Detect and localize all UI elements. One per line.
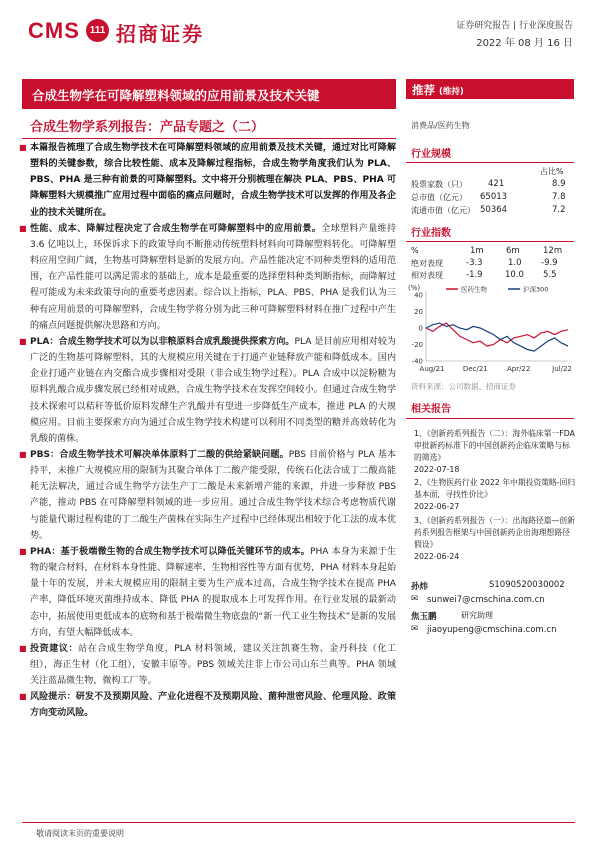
row-label: 股票家数（只） <box>411 180 467 189</box>
chart-ytick-label: -20 <box>411 341 423 349</box>
paragraph-lead: 投资建议： <box>30 643 79 654</box>
chart-legend-label: 医药生物 <box>461 285 487 294</box>
index-chart-svg <box>406 283 574 375</box>
index-cell: -9.9 <box>541 258 558 268</box>
chart-ytick-label: -40 <box>411 357 423 366</box>
chart-legend-label: 沪深300 <box>523 285 549 294</box>
body-paragraph-risk <box>22 689 396 721</box>
recommendation-rating <box>412 82 464 98</box>
related-divider <box>406 418 574 419</box>
chart-series-line <box>426 323 568 351</box>
chart-ytick-label: 0 <box>418 324 423 333</box>
logo-badge-icon: 111 <box>86 19 109 42</box>
report-body <box>22 140 396 722</box>
author-email[interactable]: sunwei7@cmschina.com.cn <box>427 595 545 605</box>
scale-row-stocks <box>411 179 467 190</box>
index-chart <box>406 283 574 375</box>
footer-notice: 敬请阅读末页的重要说明 <box>36 829 124 838</box>
paragraph-lead: 风险提示：研发不及预期风险、产业化进程不及预期风险、菌种泄密风险、伦理风险、政策方向变动风险。 <box>30 692 396 719</box>
rating-label: 推荐 <box>412 83 435 97</box>
summary-text: 本篇报告梳理了合成生物学技术在可降解塑料领域的应用前景及技术关键，通过对比可降解塑料的关键参数，综合比较性能、成本及降解过程指标，合成生物学角度我们认为 PLA、PBS、PHA 是三种有前景的可降解塑料。文中将开分别梳理在解决 PLA、PBS、PHA 可降解塑料大规模推广应用过程中面临的痛点问题时，合成生物学技术可以发挥的作用及各企业的技术关键所在。 <box>30 143 396 218</box>
scale-pct: 7.8 <box>552 192 566 202</box>
report-date: 2022 年 08 月 16 日 <box>476 38 573 49</box>
index-cell: -3.3 <box>466 258 483 268</box>
related-report-date: 2022-07-18 <box>414 465 460 474</box>
paragraph-text: PBS 目前价格与 PLA 基本持平，未推广大规模应用的限制为其聚合单体丁二酸产能受限，传统石化法合成丁二酸高能耗无法解决，通过合成生物学方法生产丁二酸是未来新增产能的来源，并进一步释放 PBS 产能，推动 PBS 在可降解塑料领域的进一步应用。通过合成生物学技术综合考虑物质代谢与能量代谢过程构建的丁二酸生产菌株在实际生产过程中已经体现出相较于化工法的成本优势。 <box>30 449 397 541</box>
chart-xtick-label: Dec/21 <box>462 365 488 373</box>
author-name: 孙炜 <box>411 582 429 592</box>
paragraph-lead: PBS：合成生物学技术可解决单体原料丁二酸的供给紧缺问题。 <box>30 449 289 460</box>
paragraph-lead: 性能、成本、降解过程决定了合成生物学在可降解塑料中的应用前景。 <box>30 223 322 234</box>
paragraph-text: 站在合成生物学角度，PLA 材料领域，建议关注凯赛生物、金丹科技（化工组），海正生材（化工组），安徽丰原等。PBS 领域关注非上市公司山东兰典等。PHA 领域关注蓝晶微生物，微构工厂等。 <box>30 643 396 687</box>
logo-cn-text: 招商证券 <box>116 22 204 46</box>
scale-divider <box>406 162 574 163</box>
related-report-date: 2022-06-27 <box>414 502 460 511</box>
index-cell: -1.9 <box>466 270 483 280</box>
chart-xtick-label: Apr/22 <box>506 365 531 373</box>
related-report-title: 2、《生物医药行业 2022 年中期投资策略-回归基本面，寻找性价比》 <box>414 478 576 499</box>
report-type: 证券研究报告 | 行业深度报告 <box>456 21 573 31</box>
rating-sub: (维持) <box>439 87 464 97</box>
paragraph-text: 全球塑料产量维持 3.6 亿吨以上，环保诉求下的政策导向不断推动传统塑料材料向可降解塑料转化。可降解塑料应用空间广阔，生物基可降解塑料是新的发展方向。产品性能决定不同种类塑料的适用范围，在产品性能可以满足需求的基础上，成本是最重要的选择塑料种类判断指标，而降解过程可能成为未来政策导向的重要考虑因素。综合以上指标，PLA、PBS、PHA 是我们认为三种有应用前景的可降解塑料，合成生物学将分别为此三种可降解塑料材料在推广过程中产生的痛点问题提供解决思路和方向。 <box>30 223 397 331</box>
body-paragraph-pbs <box>22 447 396 544</box>
paragraph-lead: PHA：基于极端微生物的合成生物学技术可以降低关键环节的成本。 <box>30 546 311 557</box>
index-cell: 10.0 <box>505 270 524 280</box>
index-cell: 1.0 <box>508 258 522 268</box>
body-paragraph-pla <box>22 334 396 447</box>
related-report-1[interactable] <box>414 428 576 476</box>
scale-row-mktcap <box>411 192 467 203</box>
report-subtitle: 合成生物学系列报告：产品专题之（二） <box>30 120 265 135</box>
related-report-2[interactable] <box>414 477 576 513</box>
author-email[interactable]: jiaoyupeng@cmschina.com.cn <box>427 625 557 635</box>
index-row-absolute: 绝对表现 <box>411 259 443 268</box>
chart-source: 资料来源：公司数据、招商证券 <box>411 382 516 391</box>
related-report-3[interactable] <box>414 515 576 563</box>
body-paragraph-pha <box>22 544 396 641</box>
industry-tag: 消费品/医药生物 <box>411 121 470 130</box>
author-id: S1090520030002 <box>489 580 565 590</box>
chart-ytick-label: 40 <box>414 291 423 300</box>
paragraph-lead: PLA：合成生物学技术可以为以非粮原料合成乳酸提供探索方向。 <box>30 336 295 347</box>
footer-divider <box>22 822 575 823</box>
related-report-title: 1、《创新药系列报告（二）：海外临床第一FDA 审批新药标准下的中国创新药企临床策略与标的筛选》 <box>414 429 575 462</box>
body-paragraph-performance <box>22 221 396 334</box>
related-report-title: 3、《创新药系列报告（一）：出海路径篇—创新药系列报告框架与中国创新药企出海理想路径假设》 <box>414 516 575 549</box>
chart-xtick-label: Jul/22 <box>552 365 572 373</box>
author-title: 研究助理 <box>461 611 493 620</box>
index-header-1m: 1m <box>470 246 484 256</box>
summary-paragraph <box>22 140 396 221</box>
row-label: 总市值（亿元） <box>411 193 467 202</box>
scale-pct: 7.2 <box>552 205 566 215</box>
index-row-relative: 相对表现 <box>411 271 443 280</box>
paragraph-text: PHA 本身为来源于生物的聚合材料，在材料本身性能、降解速率、生物相容性等方面有优势，PHA 材料本身起始量十年的发展，并未大规模应用的限制主要为生产成本过高，合成生物学技术在提高 PHA 产率，降低环境灭菌维持成本、降低 PHA 的提取成本上可发挥作用。在行业发展的最新动态中，拓展使用更低成本的底物和基于极端微生物底盘的“新一代工业生物技术”是新的发展方向，有望大幅降低成本。 <box>30 546 396 638</box>
body-paragraph-investment <box>22 641 396 689</box>
mail-icon: ✉ <box>411 624 419 634</box>
scale-value: 65013 <box>480 192 508 202</box>
index-header-12m: 12m <box>543 246 563 256</box>
index-cell: 5.5 <box>543 270 557 280</box>
mail-icon: ✉ <box>411 594 419 604</box>
scale-pct: 8.9 <box>552 179 566 189</box>
index-divider <box>406 241 574 242</box>
scale-ratio-label: 占比% <box>540 167 564 176</box>
index-header-6m: 6m <box>506 246 520 256</box>
scale-heading: 行业规模 <box>411 149 451 160</box>
scale-value: 421 <box>488 179 505 189</box>
index-heading: 行业指数 <box>411 228 451 239</box>
author-name: 焦玉鹏 <box>411 612 437 622</box>
related-heading: 相关报告 <box>411 404 451 415</box>
chart-xtick-label: Aug/21 <box>419 365 445 373</box>
index-header-label: % <box>411 246 419 255</box>
company-logo <box>28 18 218 44</box>
chart-ytick-label: 20 <box>414 308 423 316</box>
scale-row-float <box>411 205 475 216</box>
report-title: 合成生物学在可降解塑料领域的应用前景及技术关键 <box>32 88 320 103</box>
row-label: 流通市值（亿元） <box>411 206 475 215</box>
scale-value: 50364 <box>480 205 508 215</box>
related-report-date: 2022-06-24 <box>414 552 460 561</box>
chart-ylabel: (%) <box>408 284 421 292</box>
paragraph-text: PLA 是目前应用相对较为广泛的生物基可降解塑料，其的大规模应用关键在于打通产业链释放产能和降低成本。国内企业打通产业链在内交酯合成步骤相对受限（非合成生物学过程）。PLA 合成中以淀粉糖为原料乳酸合成步骤发展已经相对成熟，合成生物学技术在发挥空间较小。但通过合成生物学技术探索可以秸秆等低价原料发酵生产乳酸并有望进一步降低生产成本，推进 PLA 的大规模应用。目前主要探索方向为通过合成生物学技术构建可以利用不同类型的糖并高效转化为乳酸的菌株。 <box>30 336 396 444</box>
subtitle-divider <box>22 138 396 139</box>
logo-cms-text: CMS <box>28 18 80 43</box>
